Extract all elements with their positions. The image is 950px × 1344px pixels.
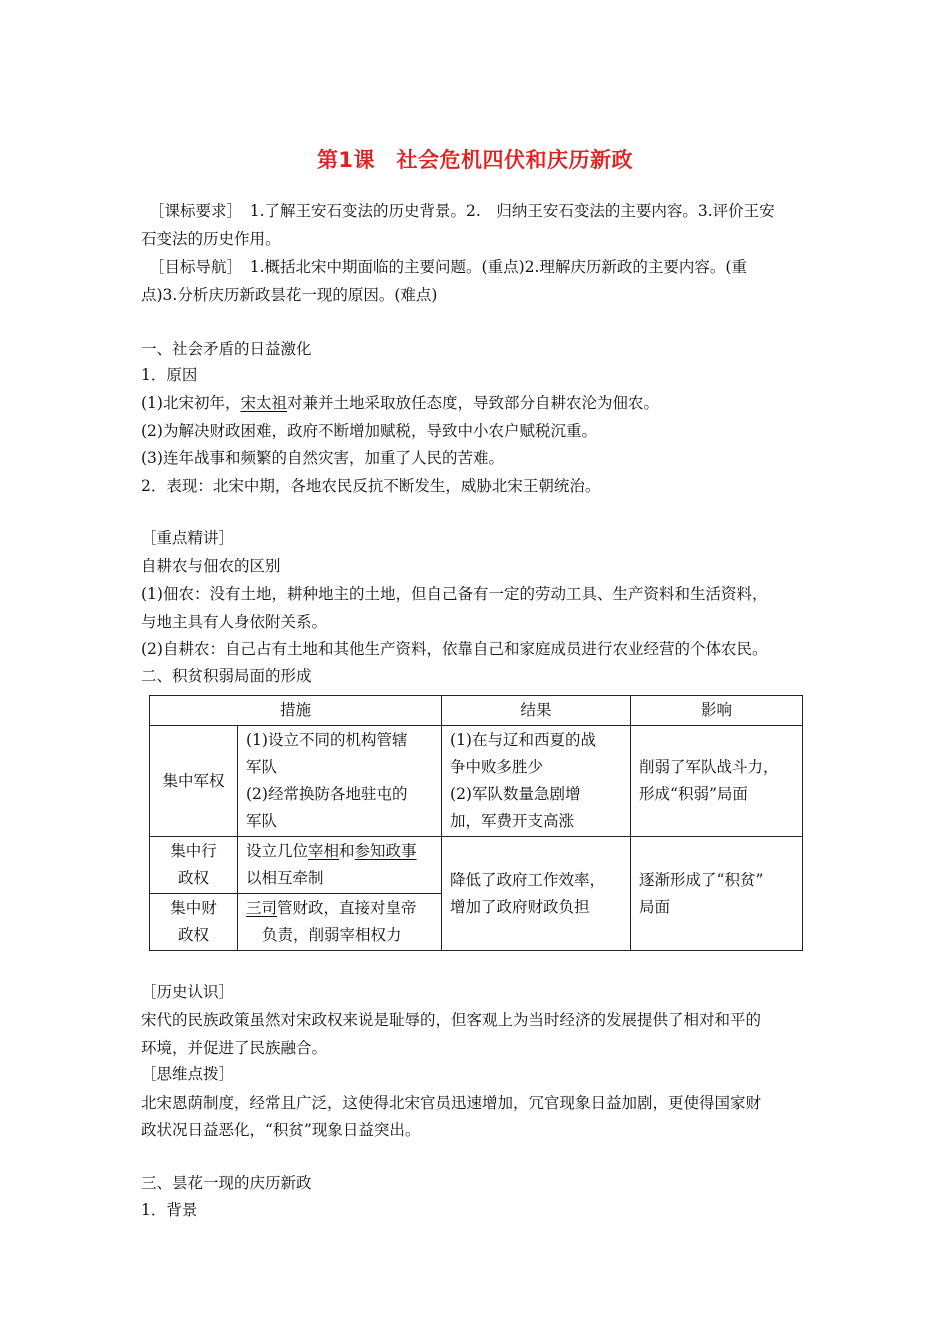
thinking-line-2: 政状况日益恶化，“积贫”现象日益突出。 [141,1121,421,1139]
history-tag: ［历史认识］ [141,983,235,1001]
military-measure-line: 军队 [246,812,278,830]
focus-tag: ［重点精讲］ [141,529,235,547]
focus-point-2: (2)自耕农：自己占有土地和其他生产资料，依靠自己和家庭成员进行农业经营的个体农民。 [141,640,768,658]
manifestation: 2．表现：北宋中期，各地农民反抗不断发生，威胁北宋王朝统治。 [141,477,601,495]
background-heading: 1．背景 [141,1201,198,1219]
admin-measure [238,837,442,894]
goals-line-1: ［目标导航］ 1.概括北宋中期面临的主要问题。(重点)2.理解庆历新政的主要内容。(重 [149,258,747,276]
cause-heading: 1．原因 [141,366,198,384]
cause-1-pre: (1)北宋初年， [141,394,241,412]
admin-label [150,837,238,894]
shared-result [442,837,631,951]
thinking-tag: ［思维点拨］ [141,1065,235,1083]
military-result-line: 加，军费开支高涨 [450,812,575,830]
finance-measure-line: 负责，削弱宰相权力 [262,926,402,944]
cause-1-underlined: 宋太祖 [240,394,287,412]
military-result-line: (2)军队数量急剧增 [450,785,581,803]
cause-2: (2)为解决财政困难，政府不断增加赋税，导致中小农户赋税沉重。 [141,422,597,440]
military-measure-line: (2)经常换防各地驻屯的 [246,785,408,803]
finance-measure-post: 管财政，直接对皇帝 [277,899,417,917]
finance-measure [238,894,442,951]
military-measure [238,726,442,837]
header-measure: 措施 [150,696,442,726]
military-result-line: 争中败多胜少 [450,758,544,776]
focus-point-1b: 与地主具有人身依附关系。 [141,613,328,631]
finance-measure-sansi: 三司 [246,899,278,917]
requirements-line-1: ［课标要求］ 1.了解王安石变法的历史背景。2. 归纳王安石变法的主要内容。3.评价王安 [149,202,775,220]
goals-line-2: 点)3.分析庆历新政昙花一现的原因。(难点) [141,286,438,304]
admin-measure-line [246,838,433,865]
history-line-1: 宋代的民族政策虽然对宋政权来说是耻辱的，但客观上为当时经济的发展提供了相对和平的 [141,1011,762,1029]
focus-heading: 自耕农与佃农的区别 [141,557,281,575]
page-title: 第1课 社会危机四伏和庆历新政 [316,148,634,172]
table-row [150,726,803,837]
table-header-row [150,696,803,726]
focus-point-1a: (1)佃农：没有土地，耕种地主的土地，但自己备有一定的劳动工具、生产资料和生活资料， [141,585,768,603]
thinking-line-1: 北宋恩荫制度，经常且广泛，这使得北宋官员迅速增加，冗官现象日益加剧，更使得国家财 [141,1094,762,1112]
military-result [442,726,631,837]
military-measure-line: 军队 [246,758,278,776]
admin-label-line: 政权 [177,869,209,887]
admin-measure-vice: 参知政事 [354,842,417,860]
cause-1 [141,391,813,415]
finance-label [150,894,238,951]
military-effect [631,726,803,837]
section2-heading: 二、积贫积弱局面的形成 [141,667,312,685]
military-result-line: (1)在与辽和西夏的战 [450,731,596,749]
admin-measure-mid: 和 [339,842,355,860]
cause-1-post: 对兼并土地采取放任态度，导致部分自耕农沦为佃农。 [286,394,659,412]
finance-measure-line [246,895,433,922]
section3-heading: 三、昙花一现的庆历新政 [141,1174,312,1192]
shared-effect-line: 局面 [639,897,671,916]
finance-label-line: 集中财 [170,899,217,917]
military-measure-line: (1)设立不同的机构管辖 [246,731,408,749]
policy-table [149,695,803,951]
admin-label-line: 集中行 [170,842,217,860]
table-row [150,837,803,894]
section1-heading: 一、社会矛盾的日益激化 [141,340,312,358]
military-effect-line: 形成“积弱”局面 [639,785,748,803]
header-effect: 影响 [631,696,803,726]
shared-effect [631,837,803,951]
shared-effect-line: 逐渐形成了“积贫” [639,870,764,889]
shared-result-line: 增加了政府财政负担 [450,897,590,916]
military-effect-line: 削弱了军队战斗力， [639,758,779,776]
requirements-line-2: 石变法的历史作用。 [141,230,281,248]
finance-label-line: 政权 [177,926,209,944]
admin-measure-pre: 设立几位 [246,842,309,860]
header-result: 结果 [442,696,631,726]
admin-measure-chancellor: 宰相 [308,842,340,860]
military-label: 集中军权 [150,726,238,837]
history-line-2: 环境，并促进了民族融合。 [141,1039,328,1057]
admin-measure-line: 以相互牵制 [246,869,324,887]
shared-result-line: 降低了政府工作效率， [450,870,606,889]
cause-3: (3)连年战事和频繁的自然灾害，加重了人民的苦难。 [141,449,504,467]
